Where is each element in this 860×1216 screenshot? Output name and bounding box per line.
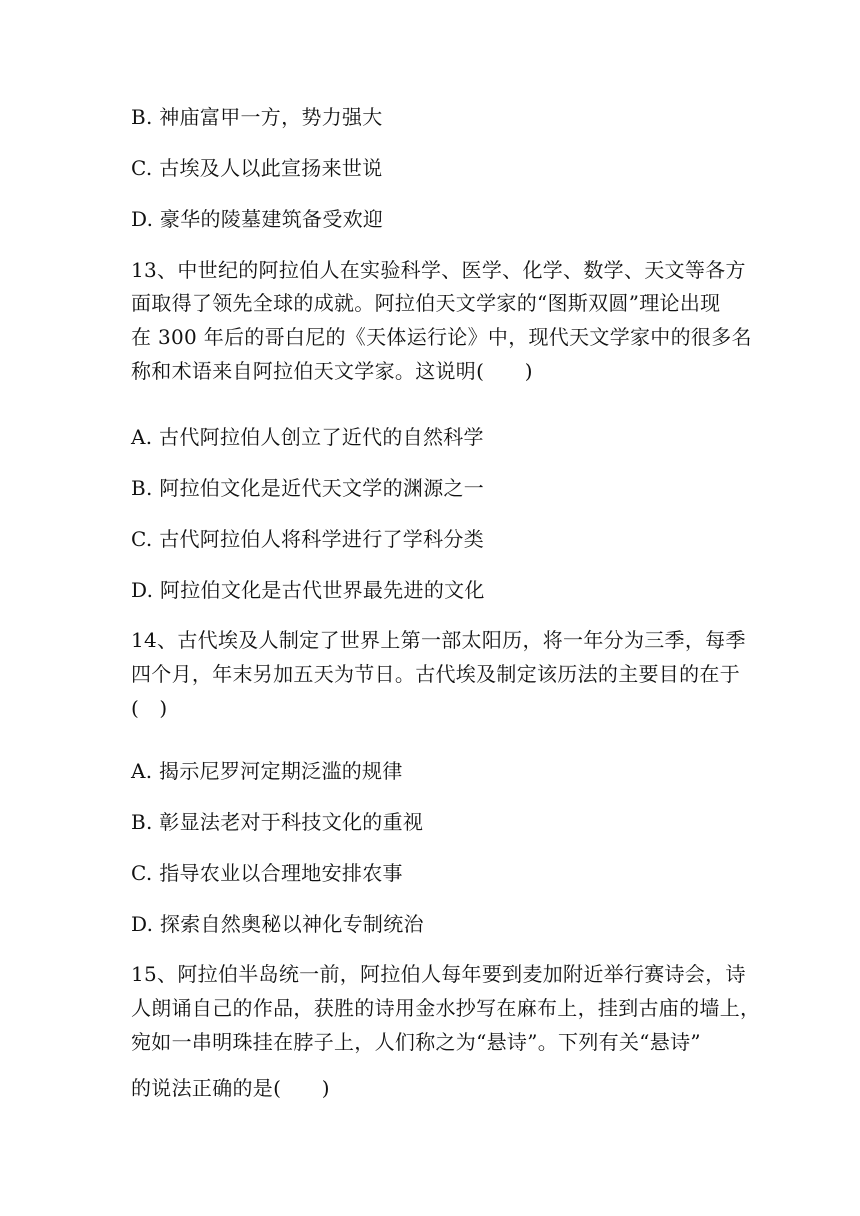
q14-option-c: C. 指导农业以合理地安排农事 bbox=[131, 861, 403, 885]
q14-stem-line-1: 14、古代埃及人制定了世界上第一部太阳历，将一年分为三季，每季 bbox=[131, 628, 746, 652]
q14-option-a: A. 揭示尼罗河定期泛滥的规律 bbox=[131, 759, 403, 783]
q13-stem-line-3: 在 300 年后的哥白尼的《天体运行论》中，现代天文学家中的很多名 bbox=[131, 325, 752, 349]
q14-stem-line-2: 四个月，年末另加五天为节日。古代埃及制定该历法的主要目的在于 bbox=[131, 662, 740, 686]
q13-option-a: A. 古代阿拉伯人创立了近代的自然科学 bbox=[131, 425, 484, 449]
q12-option-b: B. 神庙富甲一方，势力强大 bbox=[131, 105, 383, 129]
q15-stem-line-4: 的说法正确的是( ) bbox=[131, 1076, 330, 1100]
q15-stem-line-3: 宛如一串明珠挂在脖子上，人们称之为“悬诗”。下列有关“悬诗” bbox=[131, 1030, 701, 1054]
q13-option-b: B. 阿拉伯文化是近代天文学的渊源之一 bbox=[131, 476, 485, 500]
q15-stem-line-1: 15、阿拉伯半岛统一前，阿拉伯人每年要到麦加附近举行赛诗会，诗 bbox=[131, 962, 746, 986]
q15-stem-line-2: 人朗诵自己的作品，获胜的诗用金水抄写在麻布上，挂到古庙的墙上， bbox=[131, 996, 761, 1020]
q13-stem-line-1: 13、中世纪的阿拉伯人在实验科学、医学、化学、数学、天文等各方 bbox=[131, 258, 746, 282]
q13-stem-line-4: 称和术语来自阿拉伯天文学家。这说明( ) bbox=[131, 359, 533, 383]
q14-option-d: D. 探索自然奥秘以神化专制统治 bbox=[131, 912, 424, 936]
q12-option-c: C. 古埃及人以此宣扬来世说 bbox=[131, 156, 383, 180]
q14-option-b: B. 彰显法老对于科技文化的重视 bbox=[131, 810, 424, 834]
q13-option-d: D. 阿拉伯文化是古代世界最先进的文化 bbox=[131, 578, 485, 602]
q14-stem-line-3: ( ) bbox=[131, 696, 168, 720]
q13-option-c: C. 古代阿拉伯人将科学进行了学科分类 bbox=[131, 527, 485, 551]
q12-option-d: D. 豪华的陵墓建筑备受欢迎 bbox=[131, 207, 384, 231]
q13-stem-line-2: 面取得了领先全球的成就。阿拉伯天文学家的“图斯双圆”理论出现 bbox=[131, 291, 721, 315]
